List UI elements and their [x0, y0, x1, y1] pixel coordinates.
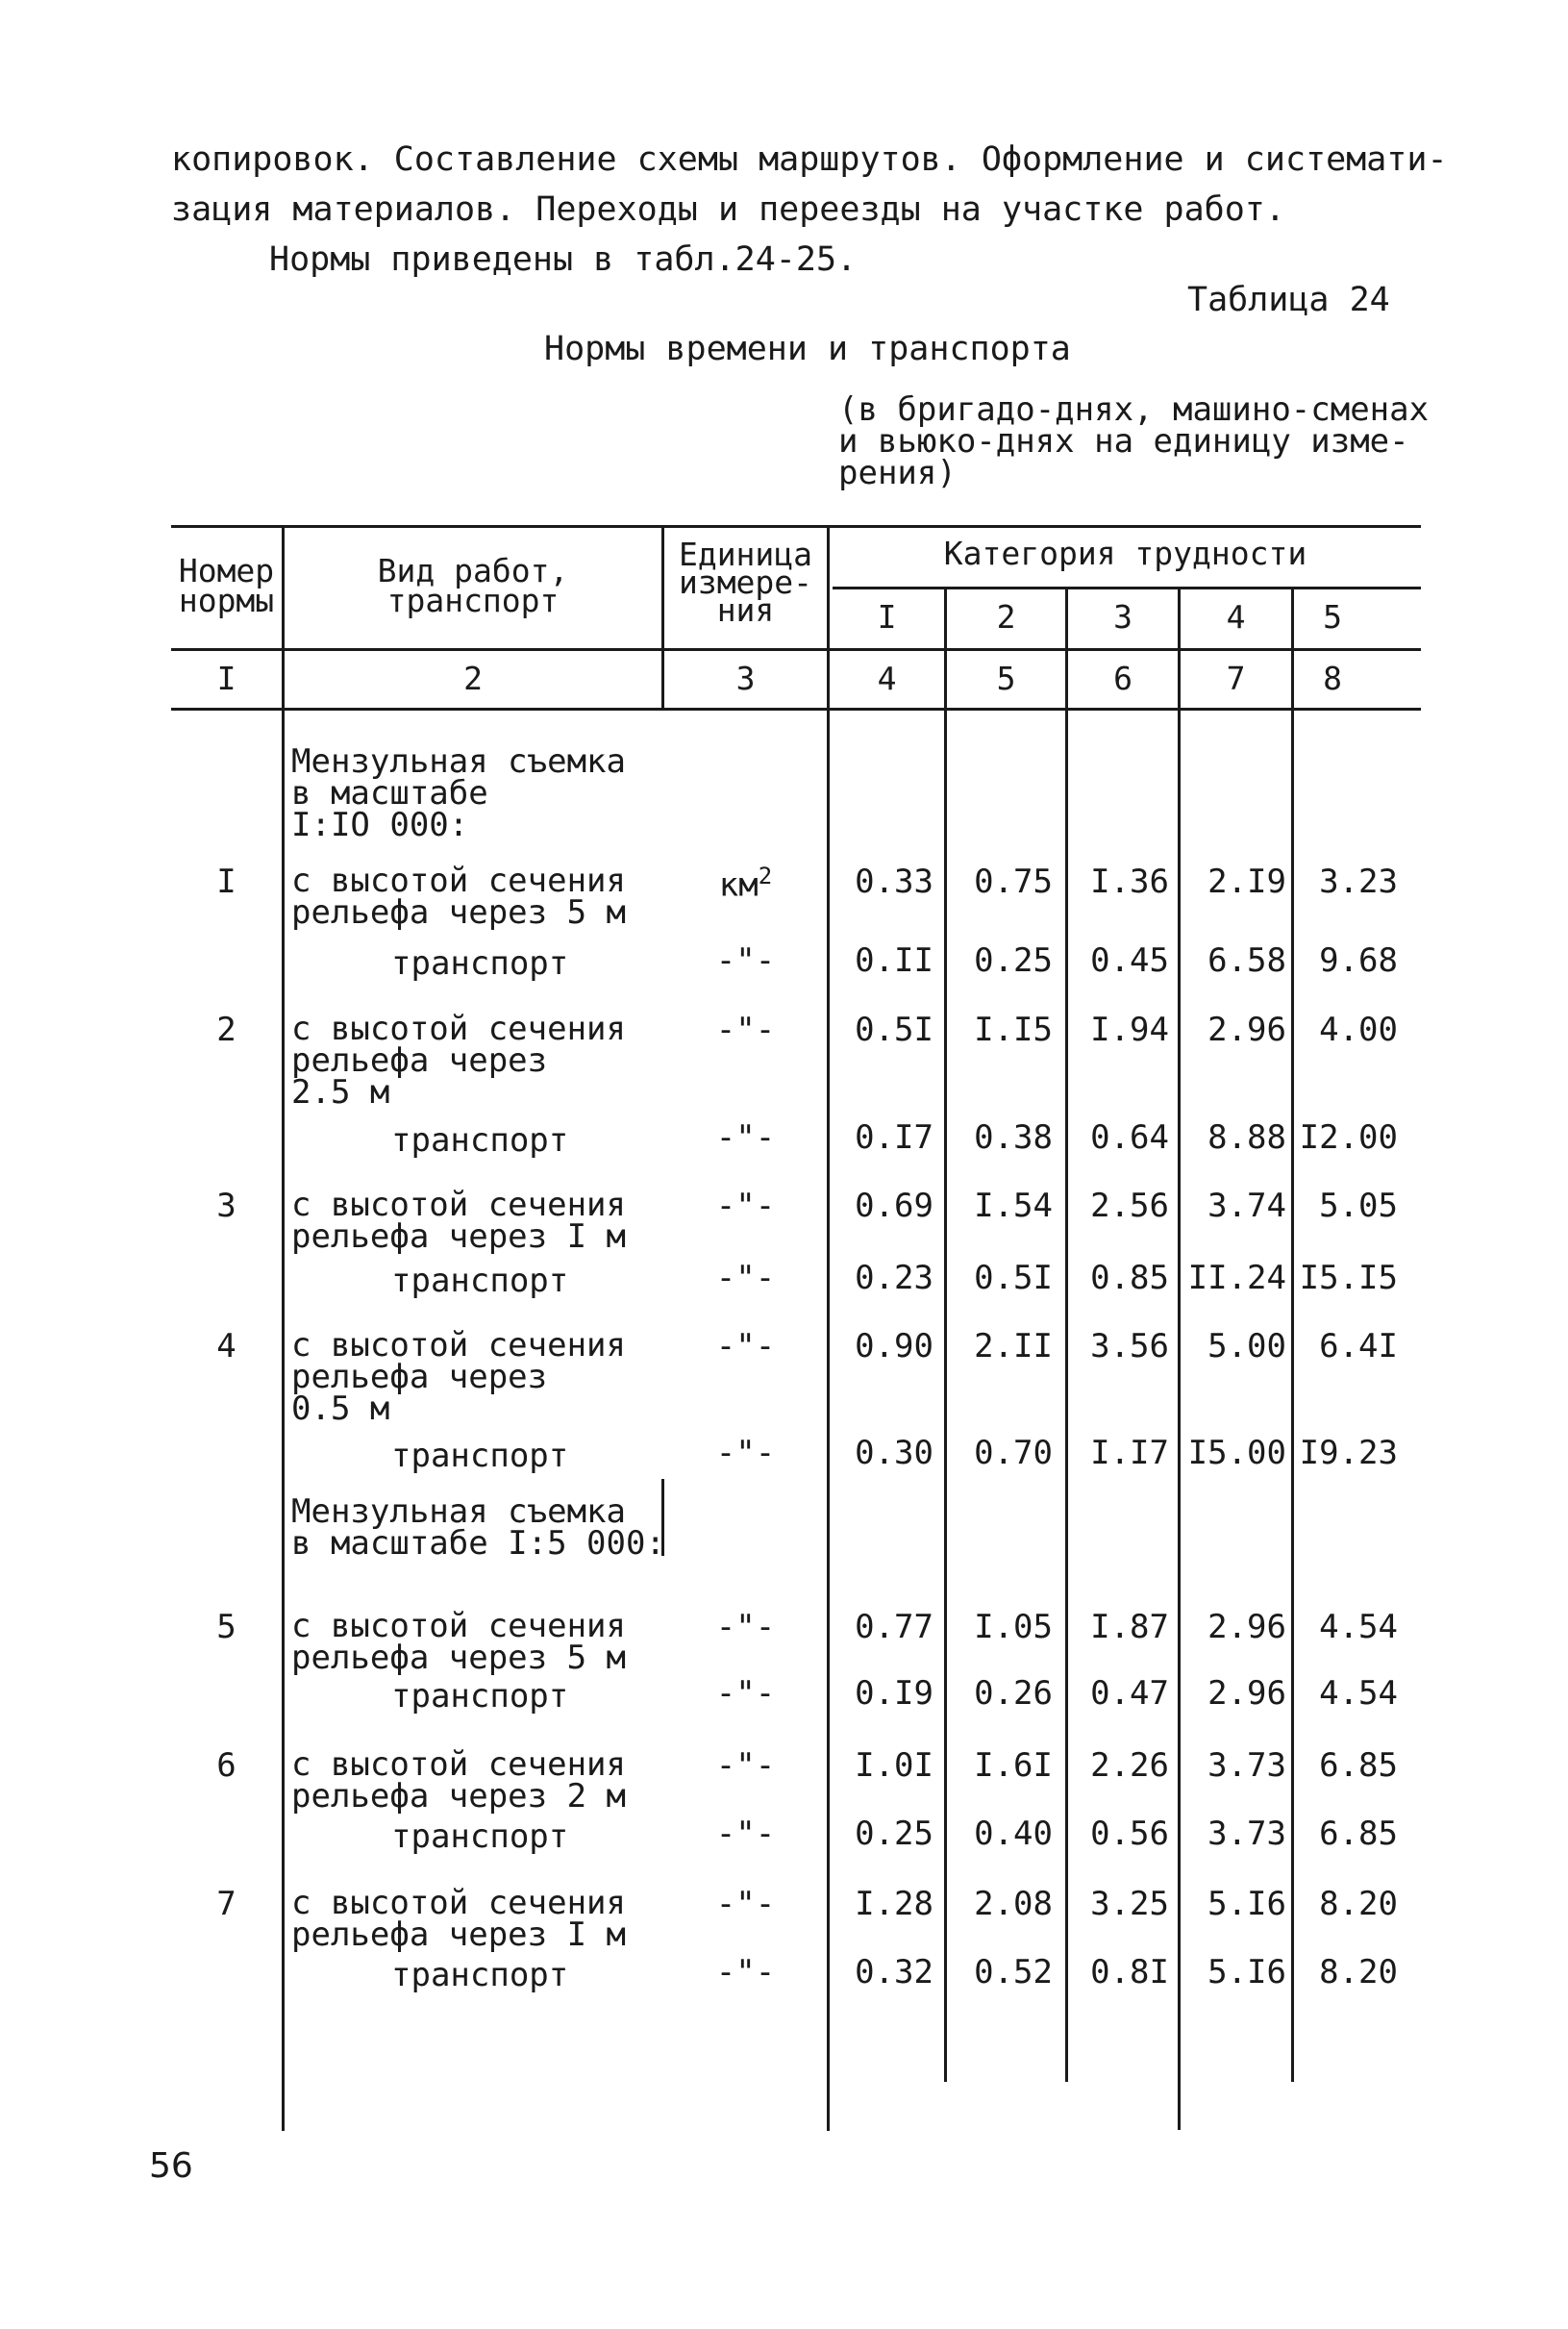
transport-value-cell: 0.25 [855, 1815, 933, 1853]
transport-unit: -"- [715, 1674, 776, 1713]
description-line: рельефа через I м [291, 1916, 626, 1954]
units-line: (в бригадо-днях, машино-сменах [838, 390, 1430, 429]
transport-value-cell: 0.5I [974, 1259, 1053, 1297]
value-cell: 4.54 [1319, 1608, 1398, 1646]
row-description [291, 1010, 626, 1112]
value-cell: I.0I [855, 1746, 933, 1785]
value-cell: 3.56 [1090, 1327, 1169, 1365]
transport-value-cell: 0.38 [974, 1118, 1053, 1157]
description-line: с высотой сечения [291, 1010, 626, 1048]
value-cell: I.28 [855, 1885, 933, 1923]
transport-unit: -"- [715, 941, 776, 980]
header-rule [171, 648, 1421, 651]
transport-value-cell: 2.96 [1207, 1674, 1286, 1713]
transport-value-cell: I5.I5 [1299, 1259, 1398, 1297]
section-heading [291, 1492, 665, 1563]
transport-unit: -"- [715, 1815, 776, 1853]
transport-value-cell: I5.00 [1187, 1434, 1286, 1472]
description-line: 2.5 м [291, 1073, 390, 1112]
value-cell: 5.05 [1319, 1187, 1398, 1225]
header-text: нормы [178, 582, 275, 619]
transport-value-cell: 0.30 [855, 1434, 933, 1472]
category-4: 4 [1226, 598, 1246, 636]
value-cell: 5.I6 [1207, 1885, 1286, 1923]
transport-value-cell: 3.73 [1207, 1815, 1286, 1853]
header-text: Единица [678, 536, 813, 573]
section-text: I:IO 000: [291, 806, 469, 844]
col-divider [282, 525, 285, 2131]
row-number: 5 [216, 1608, 236, 1646]
transport-value-cell: 0.40 [974, 1815, 1053, 1853]
description-line: рельефа через [291, 1041, 548, 1080]
value-cell: 2.96 [1207, 1608, 1286, 1646]
row-unit: -"- [715, 1608, 776, 1646]
value-cell: 5.00 [1207, 1327, 1286, 1365]
transport-value-cell: 9.68 [1319, 941, 1398, 980]
transport-value-cell: 5.I6 [1207, 1953, 1286, 1991]
value-cell: 0.75 [974, 863, 1053, 901]
unit-superscript: 2 [758, 863, 773, 889]
transport-value-cell: 8.20 [1319, 1953, 1398, 1991]
description-line: рельефа через [291, 1358, 548, 1396]
header-work [285, 552, 661, 619]
colnum: 7 [1226, 660, 1246, 697]
value-cell: 3.74 [1207, 1187, 1286, 1225]
value-cell: 0.33 [855, 863, 933, 901]
transport-label: транспорт [391, 1121, 569, 1160]
transport-value-cell: 0.70 [974, 1434, 1053, 1472]
colnum: 8 [1323, 660, 1342, 697]
row-number: 7 [216, 1885, 236, 1923]
transport-value-cell: 8.88 [1207, 1118, 1286, 1157]
row-number: 4 [216, 1327, 236, 1365]
value-cell: I.54 [974, 1187, 1053, 1225]
colnum: 6 [1113, 660, 1132, 697]
row-number: 2 [216, 1011, 236, 1049]
transport-value-cell: 0.47 [1090, 1674, 1169, 1713]
value-cell: 8.20 [1319, 1885, 1398, 1923]
description-line: с высотой сечения [291, 862, 626, 900]
value-cell: 3.25 [1090, 1885, 1169, 1923]
value-cell: 2.II [974, 1327, 1053, 1365]
row-number: 3 [216, 1187, 236, 1225]
value-cell: 3.73 [1207, 1746, 1286, 1785]
row-unit: -"- [715, 1746, 776, 1785]
transport-unit: -"- [715, 1259, 776, 1297]
transport-value-cell: I.I7 [1090, 1434, 1169, 1472]
transport-value-cell: 0.85 [1090, 1259, 1169, 1297]
value-cell: I.05 [974, 1608, 1053, 1646]
header-text: ния [716, 591, 775, 629]
transport-label: транспорт [391, 944, 569, 983]
value-cell: 0.5I [855, 1011, 933, 1049]
value-cell: 2.26 [1090, 1746, 1169, 1785]
category-1: I [877, 598, 897, 636]
row-description [291, 1607, 626, 1677]
header-text: Вид работ, [377, 552, 569, 589]
units-line: рения) [838, 454, 957, 492]
section-text: в масштабе I:5 000: [291, 1524, 665, 1563]
transport-value-cell: 0.56 [1090, 1815, 1169, 1853]
header-text: измере- [678, 563, 813, 601]
category-3: 3 [1113, 598, 1132, 636]
page-number: 56 [149, 2146, 193, 2186]
row-description [291, 1186, 626, 1256]
value-cell: 2.I9 [1207, 863, 1286, 901]
table-top-rule [171, 525, 1421, 528]
category-5: 5 [1323, 598, 1342, 636]
transport-label: транспорт [391, 1262, 569, 1300]
row-unit: -"- [715, 1327, 776, 1365]
row-number: I [216, 863, 236, 901]
transport-value-cell: I9.23 [1299, 1434, 1398, 1472]
value-cell: 2.08 [974, 1885, 1053, 1923]
header-text: транспорт [386, 582, 560, 619]
value-cell: 6.4I [1319, 1327, 1398, 1365]
description-line: рельефа через 5 м [291, 893, 626, 932]
value-cell: 3.23 [1319, 863, 1398, 901]
transport-value-cell: 0.64 [1090, 1118, 1169, 1157]
colnum: 3 [735, 660, 756, 697]
value-cell: I.6I [974, 1746, 1053, 1785]
transport-value-cell: 0.45 [1090, 941, 1169, 980]
section-text: в масштабе [291, 774, 488, 813]
row-description [291, 1745, 626, 1816]
row-unit: -"- [715, 1011, 776, 1049]
value-cell: 6.85 [1319, 1746, 1398, 1785]
transport-value-cell: 0.32 [855, 1953, 933, 1991]
row-unit: -"- [715, 1187, 776, 1225]
transport-value-cell: 6.58 [1207, 941, 1286, 980]
header-category: Категория трудности [943, 535, 1307, 572]
transport-value-cell: 0.26 [974, 1674, 1053, 1713]
category-2: 2 [996, 598, 1016, 636]
transport-unit: -"- [715, 1953, 776, 1991]
description-line: с высотой сечения [291, 1607, 626, 1645]
transport-value-cell: II.24 [1187, 1259, 1286, 1297]
transport-label: транспорт [391, 1677, 569, 1715]
header-unit [664, 536, 827, 629]
transport-unit: -"- [715, 1434, 776, 1472]
value-cell: 0.77 [855, 1608, 933, 1646]
section-heading [291, 742, 626, 844]
table-caption: Нормы времени и транспорта [544, 330, 1071, 368]
value-cell: I.87 [1090, 1608, 1169, 1646]
unit-text: км [718, 865, 759, 905]
units-line: и вьюко-днях на единицу изме- [838, 422, 1409, 461]
transport-value-cell: 0.I9 [855, 1674, 933, 1713]
header-number [171, 552, 282, 619]
colnum: 4 [877, 660, 897, 697]
transport-label: транспорт [391, 1956, 569, 1994]
row-number: 6 [216, 1746, 236, 1785]
transport-value-cell: 0.II [855, 941, 933, 980]
row-description [291, 862, 626, 932]
transport-value-cell: I2.00 [1299, 1118, 1398, 1157]
table-number: Таблица 24 [1187, 281, 1390, 319]
transport-value-cell: 6.85 [1319, 1815, 1398, 1853]
row-unit [664, 860, 827, 905]
transport-value-cell: 4.54 [1319, 1674, 1398, 1713]
transport-label: транспорт [391, 1437, 569, 1475]
value-cell: I.I5 [974, 1011, 1053, 1049]
section-text: Мензульная съемка [291, 1492, 626, 1531]
transport-value-cell: 0.8I [1090, 1953, 1169, 1991]
colnum: I [216, 660, 236, 697]
value-cell: I.36 [1090, 863, 1169, 901]
value-cell: I.94 [1090, 1011, 1169, 1049]
value-cell: 4.00 [1319, 1011, 1398, 1049]
value-cell: 0.69 [855, 1187, 933, 1225]
colnum: 5 [996, 660, 1016, 697]
description-line: с высотой сечения [291, 1745, 626, 1784]
intro-line: Нормы приведены в табл.24-25. [269, 240, 858, 279]
transport-value-cell: 0.23 [855, 1259, 933, 1297]
description-line: 0.5 м [291, 1390, 390, 1428]
description-line: рельефа через 2 м [291, 1777, 626, 1816]
description-line: с высотой сечения [291, 1186, 626, 1224]
value-cell: 2.96 [1207, 1011, 1286, 1049]
description-line: с высотой сечения [291, 1326, 626, 1365]
transport-unit: -"- [715, 1118, 776, 1157]
row-unit: -"- [715, 1885, 776, 1923]
value-cell: 2.56 [1090, 1187, 1169, 1225]
row-description [291, 1326, 626, 1428]
transport-value-cell: 0.25 [974, 941, 1053, 980]
intro-line: копировок. Составление схемы маршрутов. Оформление и системати- [171, 140, 1448, 179]
transport-label: транспорт [391, 1817, 569, 1856]
intro-line: зация материалов. Переходы и переезды на участке работ. [171, 190, 1285, 229]
description-line: рельефа через 5 м [291, 1639, 626, 1677]
transport-value-cell: 0.52 [974, 1953, 1053, 1991]
description-line: с высотой сечения [291, 1884, 626, 1922]
row-description [291, 1884, 626, 1954]
header-text: Номер [178, 552, 275, 589]
category-rule [833, 587, 1421, 589]
colnum-rule [171, 708, 1421, 711]
colnum: 2 [463, 660, 483, 697]
section-text: Мензульная съемка [291, 742, 626, 781]
description-line: рельефа через I м [291, 1217, 626, 1256]
value-cell: 0.90 [855, 1327, 933, 1365]
transport-value-cell: 0.I7 [855, 1118, 933, 1157]
